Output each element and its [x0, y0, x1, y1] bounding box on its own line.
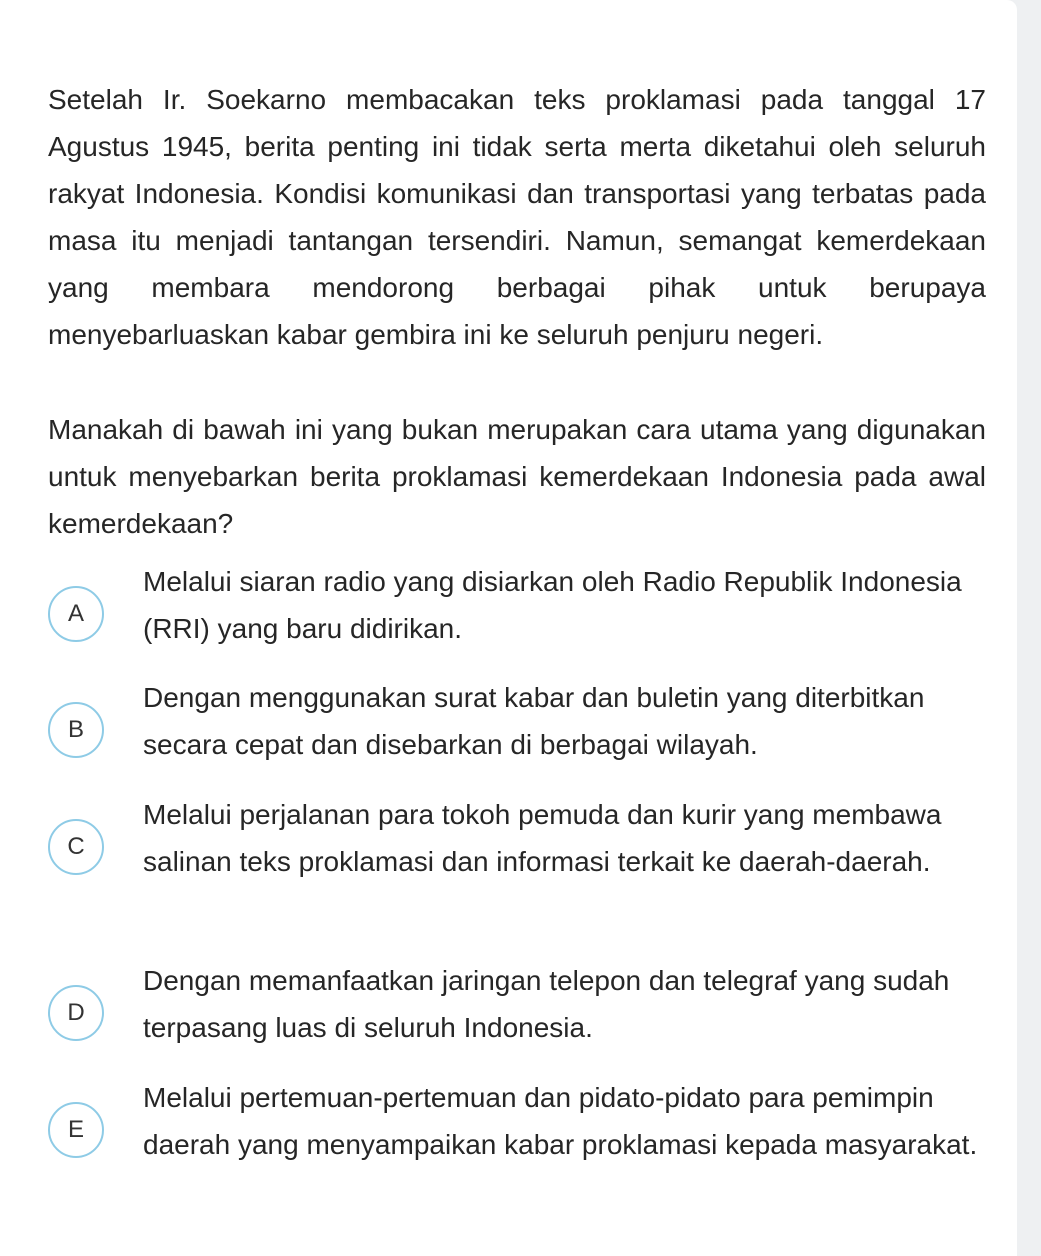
option-c-text[interactable]: Melalui perjalanan para tokoh pemuda dan kurir yang membawa salinan teks proklamasi dan informasi terkait ke daerah-daerah.: [143, 799, 942, 877]
option-c-badge[interactable]: C: [48, 819, 104, 875]
option-a-text[interactable]: Melalui siaran radio yang disiarkan oleh Radio Republik Indonesia (RRI) yang baru didirikan.: [143, 566, 962, 644]
option-e-text[interactable]: Melalui pertemuan-pertemuan dan pidato-pidato para pemimpin daerah yang menyampaikan kabar proklamasi kepada masyarakat.: [143, 1082, 978, 1160]
option-e-badge[interactable]: E: [48, 1102, 104, 1158]
question-prompt: Manakah di bawah ini yang bukan merupakan cara utama yang digunakan untuk menyebarkan berita proklamasi kemerdekaan Indonesia pada awal kemerdekaan?: [48, 414, 986, 539]
option-b-badge[interactable]: B: [48, 702, 104, 758]
question-passage: Setelah Ir. Soekarno membacakan teks proklamasi pada tanggal 17 Agustus 1945, berita penting ini tidak serta merta diketahui oleh seluruh rakyat Indonesia. Kondisi komunikasi dan transportasi yang terbatas pada masa itu menjadi tantangan tersendiri. Namun, semangat kemerdekaan yang membara mendorong berbagai pihak untuk berupaya menyebarluaskan kabar gembira ini ke seluruh penjuru negeri.: [48, 84, 986, 350]
option-d-text[interactable]: Dengan memanfaatkan jaringan telepon dan telegraf yang sudah terpasang luas di seluruh Indonesia.: [143, 965, 950, 1043]
option-a-badge[interactable]: A: [48, 586, 104, 642]
option-d-badge[interactable]: D: [48, 985, 104, 1041]
option-b-text[interactable]: Dengan menggunakan surat kabar dan buletin yang diterbitkan secara cepat dan disebarkan di berbagai wilayah.: [143, 682, 925, 760]
